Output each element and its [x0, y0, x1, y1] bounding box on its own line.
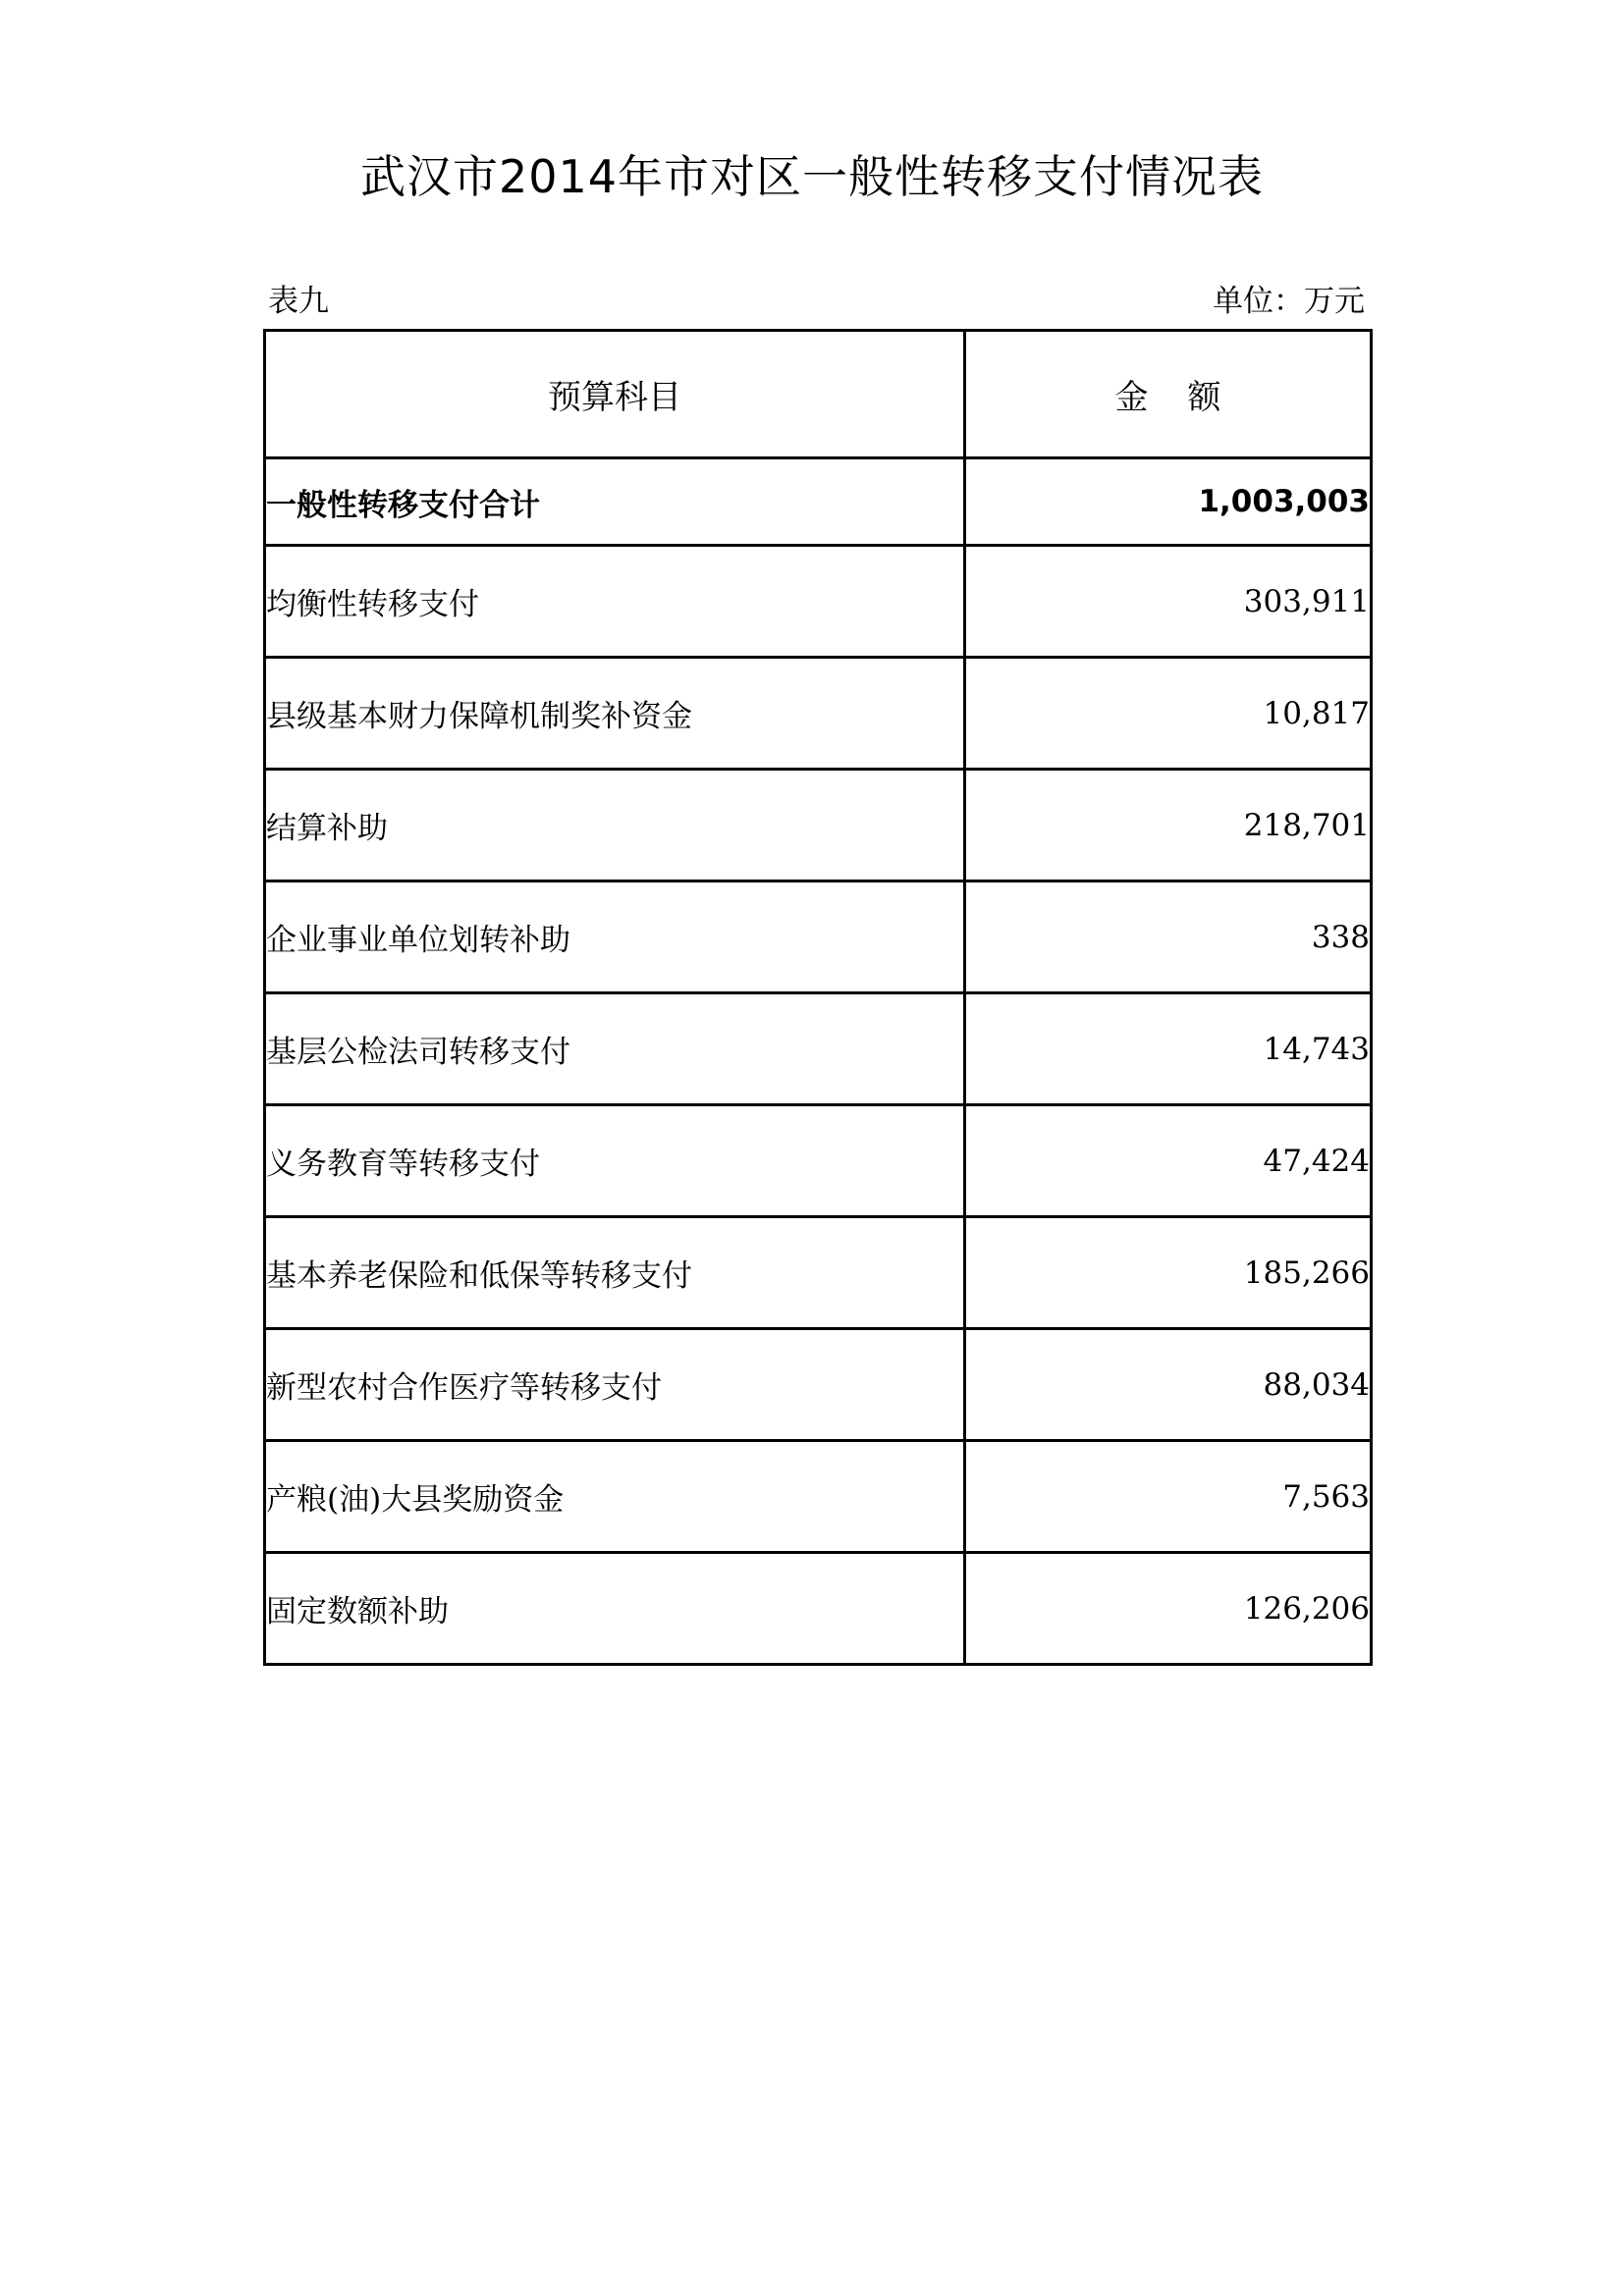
- row-label: 义务教育等转移支付: [265, 1105, 965, 1217]
- header-amount-label: 金额: [1114, 378, 1261, 417]
- table-row: [265, 1217, 1372, 1329]
- row-label: 结算补助: [265, 770, 965, 881]
- row-label: 均衡性转移支付: [265, 546, 965, 658]
- table-row: [265, 993, 1372, 1105]
- total-row: [265, 458, 1372, 546]
- table-row: [265, 1553, 1372, 1665]
- table-row: [265, 1441, 1372, 1553]
- table-label: 表九: [268, 284, 329, 319]
- table-row: [265, 770, 1372, 881]
- row-value: 218,701: [965, 770, 1372, 881]
- table-row: [265, 546, 1372, 658]
- page-title: 武汉市2014年市对区一般性转移支付情况表: [359, 150, 1265, 203]
- unit-label: 单位：万元: [1213, 284, 1365, 319]
- header-amount: [965, 331, 1372, 458]
- row-value: 10,817: [965, 658, 1372, 770]
- row-value: 47,424: [965, 1105, 1372, 1217]
- table-row: [265, 1105, 1372, 1217]
- row-value: 88,034: [965, 1329, 1372, 1441]
- total-label: 一般性转移支付合计: [265, 458, 965, 546]
- table-row: [265, 658, 1372, 770]
- row-label: 企业事业单位划转补助: [265, 881, 965, 993]
- row-label: 基本养老保险和低保等转移支付: [265, 1217, 965, 1329]
- row-value: 338: [965, 881, 1372, 993]
- row-label: 基层公检法司转移支付: [265, 993, 965, 1105]
- total-value: 1,003,003: [965, 458, 1372, 546]
- header-subject: 预算科目: [265, 331, 965, 458]
- row-label: 新型农村合作医疗等转移支付: [265, 1329, 965, 1441]
- row-label: 产粮(油)大县奖励资金: [265, 1441, 965, 1553]
- table-header-row: [265, 331, 1372, 458]
- row-value: 303,911: [965, 546, 1372, 658]
- transfer-payment-table: [263, 329, 1373, 1666]
- row-value: 185,266: [965, 1217, 1372, 1329]
- row-value: 14,743: [965, 993, 1372, 1105]
- row-label: 县级基本财力保障机制奖补资金: [265, 658, 965, 770]
- table-row: [265, 881, 1372, 993]
- table-row: [265, 1329, 1372, 1441]
- row-value: 7,563: [965, 1441, 1372, 1553]
- row-label: 固定数额补助: [265, 1553, 965, 1665]
- row-value: 126,206: [965, 1553, 1372, 1665]
